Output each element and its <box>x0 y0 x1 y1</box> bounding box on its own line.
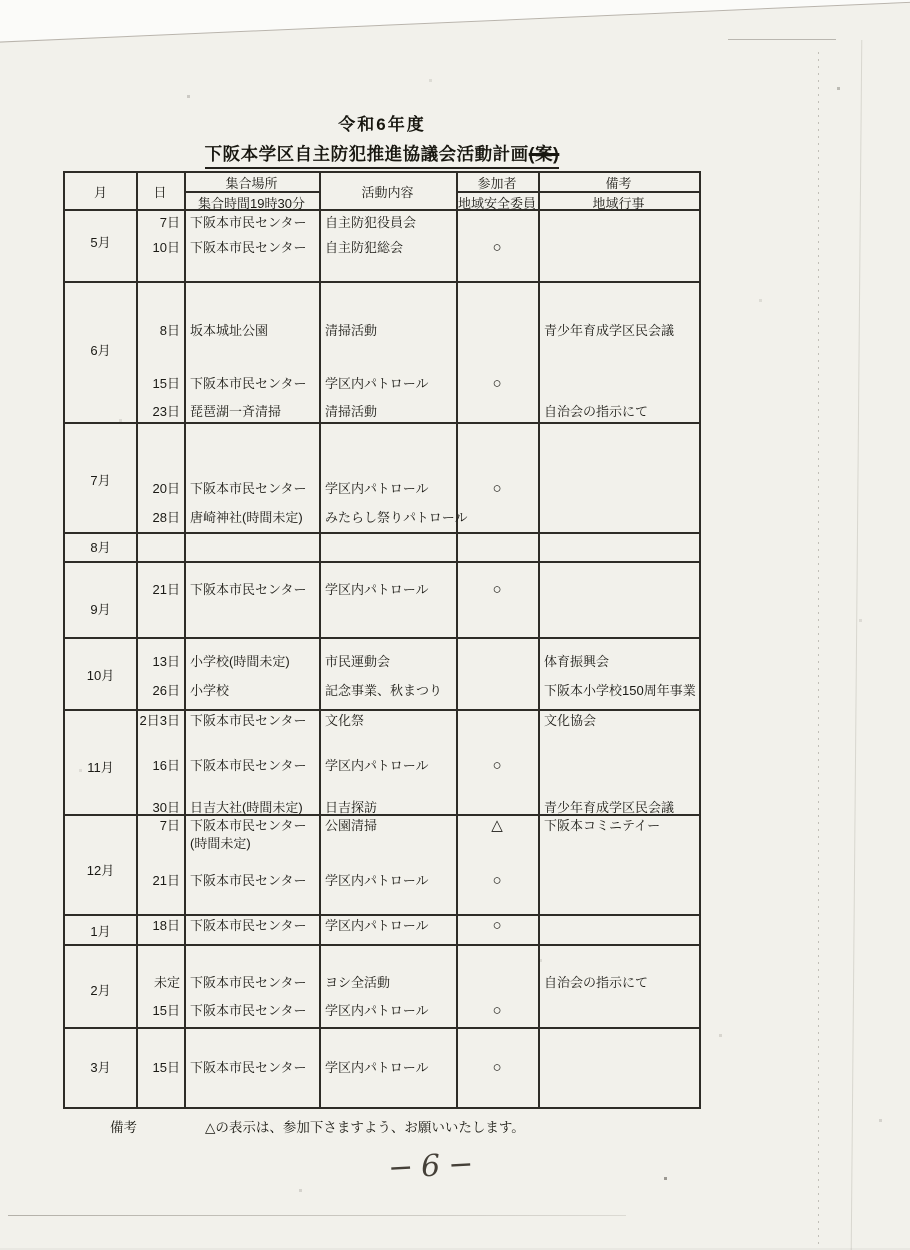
activity-cell: 公園清掃 <box>325 818 378 833</box>
table-row-month <box>65 944 699 1027</box>
page-title: 下阪本学区自主防犯推進協議会活動計画(案) <box>205 141 560 169</box>
day-cell: 26日 <box>152 683 180 698</box>
activity-cell: 自主防犯役員会 <box>325 215 417 230</box>
activity-cell: 清掃活動 <box>325 323 378 338</box>
remark-cell: 文化協会 <box>544 713 597 728</box>
remark-cell: 青少年育成学区民会議 <box>544 800 675 815</box>
activity-cell: 市民運動会 <box>325 654 391 669</box>
activity-cell: 日吉探訪 <box>325 800 378 815</box>
place-cell: 下阪本市民センター <box>190 918 307 933</box>
activity-cell: 学区内パトロール <box>325 1060 429 1075</box>
column-divider <box>538 283 540 422</box>
column-divider <box>184 1029 186 1107</box>
day-cell: 23日 <box>152 404 180 419</box>
participant-mark: ○ <box>492 480 502 497</box>
column-divider <box>319 534 321 561</box>
footnote-label: 備考 <box>110 1120 137 1135</box>
header-participants-sub: 地域安全委員 <box>457 196 536 211</box>
place-cell: 下阪本市民センター <box>190 582 307 597</box>
table-row-month <box>65 914 699 944</box>
place-cell: 下阪本市民センター <box>190 975 307 990</box>
column-divider <box>136 563 138 637</box>
month-cell: 3月 <box>90 1060 111 1075</box>
activity-cell: 学区内パトロール <box>325 873 429 888</box>
handwritten-page-number: −6− <box>387 1146 483 1187</box>
scan-noise <box>0 0 1 1</box>
place-cell: 坂本城址公園 <box>190 323 269 338</box>
activity-cell: 清掃活動 <box>325 404 378 419</box>
document-header <box>63 110 701 169</box>
month-cell: 5月 <box>90 235 111 250</box>
place-cell: 下阪本市民センター <box>190 1003 307 1018</box>
month-cell: 1月 <box>90 924 111 939</box>
participant-mark: ○ <box>492 375 502 392</box>
participant-mark: ○ <box>492 581 502 598</box>
participant-mark: ○ <box>492 1059 502 1076</box>
column-divider <box>136 283 138 422</box>
place-cell: 下阪本市民センター <box>190 873 307 888</box>
column-divider <box>184 211 186 281</box>
activity-cell: 学区内パトロール <box>325 582 429 597</box>
place-cell: 下阪本市民センター <box>190 240 307 255</box>
participant-mark: ○ <box>492 239 502 256</box>
remark-cell: 自治会の指示にて <box>544 404 649 419</box>
month-cell: 12月 <box>86 863 115 878</box>
day-cell: 7日 <box>159 818 180 833</box>
place-cell: 下阪本市民センター <box>190 481 307 496</box>
column-divider <box>184 283 186 422</box>
activity-cell: ヨシ全活動 <box>325 975 391 990</box>
activity-cell: 自主防犯総会 <box>325 240 404 255</box>
day-cell: 15日 <box>152 1003 180 1018</box>
participant-mark: △ <box>491 817 503 834</box>
table-row-month <box>65 637 699 709</box>
column-divider <box>456 563 458 637</box>
remark-cell: 青少年育成学区民会議 <box>544 323 675 338</box>
place-cell: 下阪本市民センター <box>190 713 307 728</box>
activity-cell: 学区内パトロール <box>325 758 429 773</box>
header-place-sub: 集合時間19時30分 <box>198 196 305 211</box>
month-cell: 9月 <box>90 602 111 617</box>
activity-cell: 学区内パトロール <box>325 1003 429 1018</box>
table-row-month <box>65 709 699 814</box>
participant-mark: ○ <box>492 917 502 934</box>
day-cell: 未定 <box>153 975 180 990</box>
column-divider <box>184 639 186 709</box>
draft-suffix-strikethrough: (案) <box>528 144 560 164</box>
activity-cell: 文化祭 <box>325 713 365 728</box>
activity-cell: みたらし祭りパトロール <box>325 510 468 525</box>
day-cell: 16日 <box>152 758 180 773</box>
header-remarks: 備考 地域行事 <box>538 173 699 209</box>
activity-cell: 学区内パトロール <box>325 918 429 933</box>
footnote-text: △の表示は、参加下さますよう、お願いいたします。 <box>205 1120 525 1135</box>
month-cell: 11月 <box>87 760 114 775</box>
remark-cell: 自治会の指示にて <box>544 975 649 990</box>
header-activity: 活動内容 <box>361 184 414 200</box>
day-cell: 21日 <box>152 873 180 888</box>
column-divider <box>184 711 186 814</box>
column-divider <box>456 283 458 422</box>
month-cell: 2月 <box>90 983 111 998</box>
place-cell: 下阪本市民センター <box>190 758 307 773</box>
participant-mark: ○ <box>492 872 502 889</box>
day-cell: 21日 <box>152 582 180 597</box>
day-cell: 7日 <box>159 215 180 230</box>
activity-cell: 学区内パトロール <box>325 376 429 391</box>
scan-line-artifact <box>8 1215 626 1216</box>
table-row-month <box>65 532 699 561</box>
participant-mark: ○ <box>492 1002 502 1019</box>
place-cell: 下阪本市民センター <box>190 1060 307 1075</box>
activity-cell: 学区内パトロール <box>325 481 429 496</box>
place-cell: 下阪本市民センター <box>190 376 307 391</box>
column-divider <box>456 534 458 561</box>
day-cell: 30日 <box>152 800 180 815</box>
day-cell: 8日 <box>159 323 180 338</box>
header-place: 集合場所 集合時間19時30分 <box>184 173 319 209</box>
day-cell: 18日 <box>152 918 180 933</box>
day-cell: 10日 <box>152 240 180 255</box>
scan-edge-artifact <box>0 0 910 43</box>
column-divider <box>184 534 186 561</box>
place-cell: 小学校 <box>190 683 230 698</box>
header-month: 月 <box>93 184 107 200</box>
month-cell: 8月 <box>90 540 111 555</box>
day-cell: 20日 <box>152 481 180 496</box>
header-day: 日 <box>153 184 167 200</box>
fold-line-artifact <box>851 40 863 1250</box>
column-divider <box>538 534 540 561</box>
day-cell: 15日 <box>152 1060 180 1075</box>
table-header-row <box>65 173 699 209</box>
table-row-month <box>65 1027 699 1107</box>
activity-plan-table <box>63 171 701 1109</box>
column-divider <box>184 916 186 944</box>
header-participants: 参加者 地域安全委員 <box>456 173 538 209</box>
column-divider <box>319 563 321 637</box>
fold-line-artifact <box>818 52 819 1248</box>
column-divider <box>184 816 186 914</box>
place-cell: 日吉大社(時間未定) <box>190 800 303 815</box>
place-cell: 琵琶湖一斉清掃 <box>190 404 282 419</box>
column-divider <box>184 563 186 637</box>
table-row-month <box>65 561 699 637</box>
era-title: 令和6年度 <box>338 115 426 134</box>
month-cell: 10月 <box>86 668 115 683</box>
column-divider <box>184 946 186 1027</box>
remark-cell: 下阪本小学校150周年事業 <box>544 683 696 698</box>
day-cell: 28日 <box>152 510 180 525</box>
day-cell: 13日 <box>152 654 180 669</box>
column-divider <box>319 283 321 422</box>
place-cell: 唐崎神社(時間未定) <box>190 510 303 525</box>
place-cell: 下阪本市民センター <box>190 215 307 230</box>
column-divider <box>136 534 138 561</box>
activity-cell: 記念事業、秋まつり <box>325 683 443 698</box>
table-row-month <box>65 209 699 281</box>
remark-cell: 体育振興会 <box>544 654 610 669</box>
place-cell: 小学校(時間未定) <box>190 654 290 669</box>
remark-cell: 下阪本コミニテイー <box>544 818 661 833</box>
month-cell: 6月 <box>90 343 111 358</box>
table-row-month <box>65 422 699 532</box>
table-row-month <box>65 281 699 422</box>
day-cell: 15日 <box>152 376 180 391</box>
month-cell: 7月 <box>90 473 111 488</box>
place-cell-line2: (時間未定) <box>190 836 251 851</box>
header-remarks-sub: 地域行事 <box>592 196 645 211</box>
scan-line-artifact <box>728 39 836 40</box>
day-cell: 2日3日 <box>139 713 180 728</box>
column-divider <box>538 563 540 637</box>
place-cell: 下阪本市民センター (時間未定) <box>190 817 490 835</box>
column-divider <box>184 424 186 532</box>
table-row-month <box>65 814 699 914</box>
participant-mark: ○ <box>492 757 502 774</box>
